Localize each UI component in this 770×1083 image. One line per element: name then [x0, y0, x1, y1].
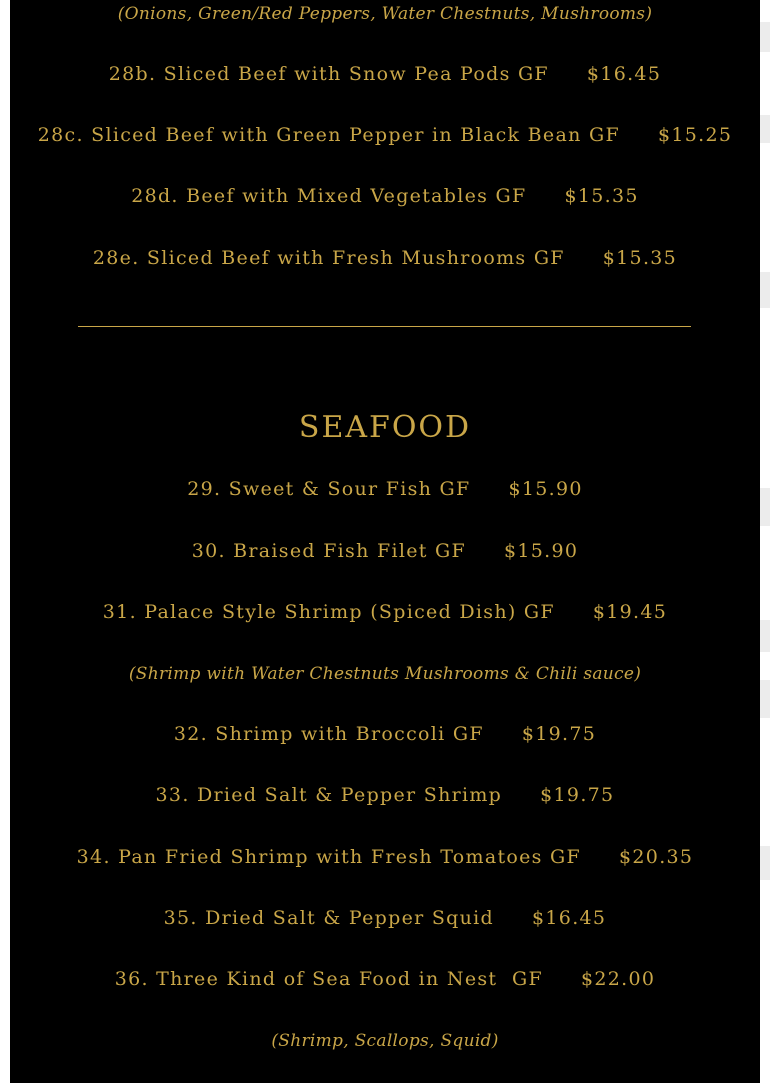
menu-item-28d: [0, 185, 770, 207]
section-divider: [78, 326, 691, 327]
menu-item-30: [0, 540, 770, 562]
item-price: $15.90: [508, 478, 583, 500]
item-price: $19.45: [592, 601, 668, 623]
item-name: 35. Dried Salt & Pepper Squid: [163, 907, 495, 929]
section-title-seafood: SEAFOOD: [298, 410, 472, 445]
item-name: 28e. Sliced Beef with Fresh Mushrooms GF: [92, 247, 565, 269]
menu-item-34: [0, 846, 770, 868]
menu-item-28b: [0, 63, 770, 85]
menu-item-35: [0, 907, 770, 929]
item-price: $15.90: [504, 540, 579, 562]
item-price: $16.45: [532, 907, 607, 929]
item-price: $19.75: [521, 723, 597, 745]
item-note-27: (Onions, Green/Red Peppers, Water Chestnuts, Mushrooms): [117, 4, 653, 24]
menu-item-29: [0, 478, 770, 500]
item-note-31: (Shrimp with Water Chestnuts Mushrooms & Chili sauce): [128, 664, 642, 684]
item-name: 28c. Sliced Beef with Green Pepper in Black Bean GF: [37, 124, 620, 146]
item-price: $22.00: [581, 968, 656, 990]
item-name: 30. Braised Fish Filet GF: [191, 540, 466, 562]
item-name: 33. Dried Salt & Pepper Shrimp: [155, 784, 503, 806]
item-price: $19.75: [540, 784, 615, 806]
item-price: $16.45: [586, 63, 662, 85]
menu-item-33: [0, 784, 770, 806]
menu-item-31: [0, 601, 770, 623]
item-name: 31. Palace Style Shrimp (Spiced Dish) GF: [102, 601, 555, 623]
menu-item-28e: [0, 247, 770, 269]
item-name: 32. Shrimp with Broccoli GF: [173, 723, 484, 745]
item-price: $15.35: [564, 185, 639, 207]
menu-item-28c: [0, 124, 770, 146]
page-edge-strip: [760, 272, 770, 308]
item-name: 36. Three Kind of Sea Food in Nest GF: [114, 968, 543, 990]
item-name: 28b. Sliced Beef with Snow Pea Pods GF: [108, 63, 549, 85]
item-price: $20.35: [619, 846, 694, 868]
menu-item-32: [0, 723, 770, 745]
item-name: 29. Sweet & Sour Fish GF: [187, 478, 471, 500]
page-edge-strip: [760, 22, 770, 52]
item-name: 34. Pan Fried Shrimp with Fresh Tomatoes GF: [76, 846, 582, 868]
item-name: 28d. Beef with Mixed Vegetables GF: [131, 185, 527, 207]
item-note-36: (Shrimp, Scallops, Squid): [271, 1031, 499, 1051]
item-price: $15.35: [602, 247, 678, 269]
page-edge-strip: [760, 680, 770, 718]
item-price: $15.25: [657, 124, 733, 146]
menu-item-36: [0, 968, 770, 990]
page-edge-strip: [760, 620, 770, 652]
